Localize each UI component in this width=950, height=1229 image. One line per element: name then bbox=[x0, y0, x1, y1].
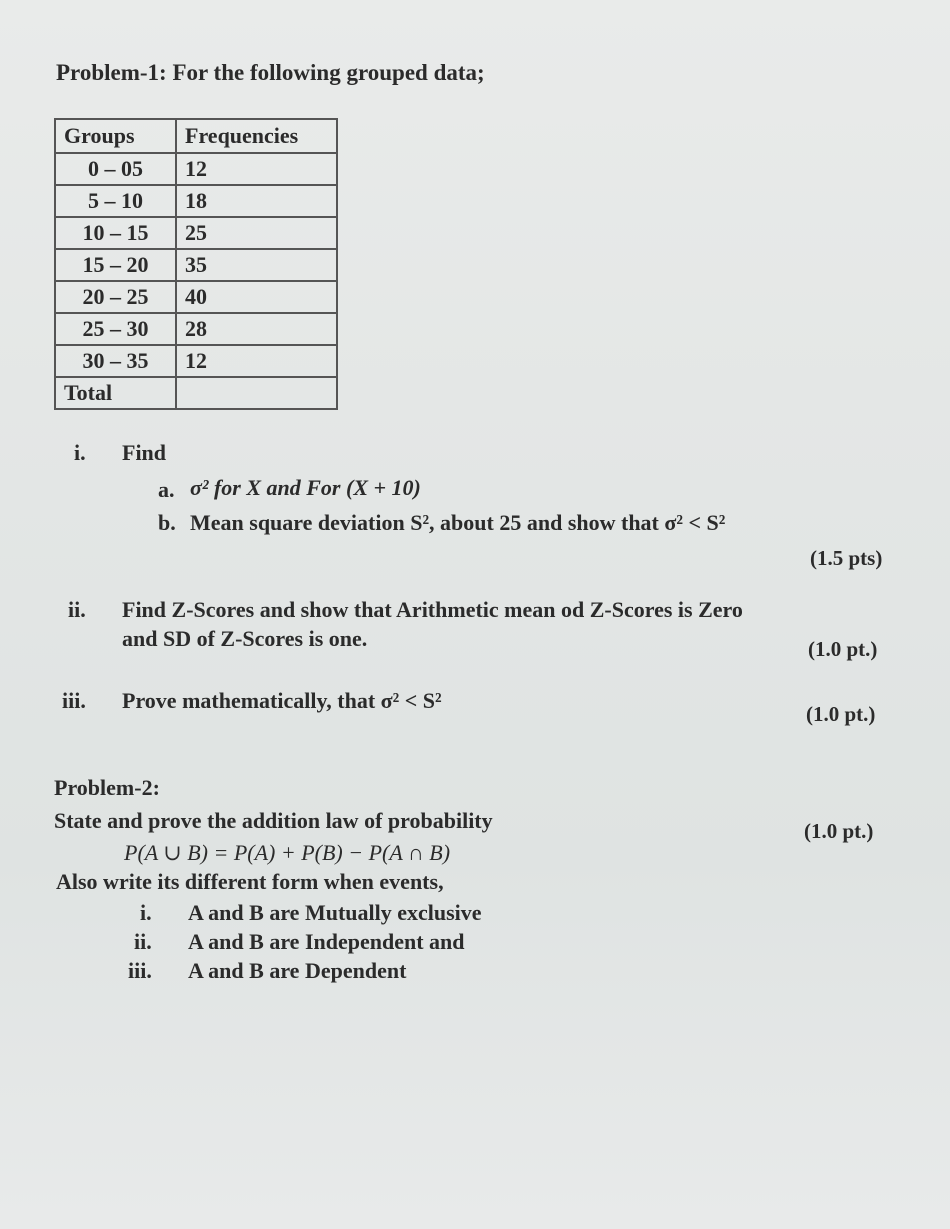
q1b-marker: b. bbox=[158, 510, 176, 535]
table-row bbox=[55, 185, 337, 217]
table-row bbox=[55, 313, 337, 345]
q2-marker: ii. bbox=[68, 597, 86, 622]
problem1-title: Problem-1: For the following grouped data; bbox=[56, 60, 485, 85]
q1a-text: σ² for X and For (X + 10) bbox=[190, 475, 421, 500]
frequency-cell: 25 bbox=[176, 217, 337, 249]
list-item-marker: i. bbox=[140, 900, 152, 925]
table-header-row bbox=[55, 119, 337, 153]
list-item: A and B are Independent and bbox=[188, 929, 465, 954]
q1-text: Find bbox=[122, 440, 167, 465]
table-row bbox=[55, 281, 337, 313]
frequency-cell: 35 bbox=[176, 249, 337, 281]
q2-points: (1.0 pt.) bbox=[808, 637, 878, 661]
table-row bbox=[55, 153, 337, 185]
frequency-cell: 18 bbox=[176, 185, 337, 217]
q3-points: (1.0 pt.) bbox=[806, 702, 876, 726]
list-item-marker: iii. bbox=[128, 958, 152, 983]
groups-header: Groups bbox=[55, 119, 176, 153]
problem2-title: Problem-2: bbox=[54, 775, 160, 800]
problem2-points: (1.0 pt.) bbox=[804, 819, 874, 843]
q3-text: Prove mathematically, that σ² < S² bbox=[122, 688, 442, 713]
q1-marker: i. bbox=[74, 440, 86, 465]
q1-points: (1.5 pts) bbox=[810, 546, 883, 570]
total-value bbox=[176, 377, 337, 409]
frequency-cell: 12 bbox=[176, 153, 337, 185]
group-cell: 25 – 30 bbox=[55, 313, 176, 345]
table-total-row bbox=[55, 377, 337, 409]
table-row bbox=[55, 217, 337, 249]
frequencies-header: Frequencies bbox=[176, 119, 337, 153]
q3-marker: iii. bbox=[62, 688, 86, 713]
grouped-data-table bbox=[54, 118, 338, 410]
list-item: A and B are Dependent bbox=[188, 958, 407, 983]
group-cell: 30 – 35 bbox=[55, 345, 176, 377]
q2-line1: Find Z-Scores and show that Arithmetic mean od Z-Scores is Zero bbox=[122, 597, 743, 622]
problem2-line1: State and prove the addition law of probability bbox=[54, 808, 493, 833]
q2-line2: and SD of Z-Scores is one. bbox=[122, 626, 368, 651]
q1a-marker: a. bbox=[158, 477, 175, 502]
group-cell: 0 – 05 bbox=[55, 153, 176, 185]
total-label: Total bbox=[55, 377, 176, 409]
list-item: A and B are Mutually exclusive bbox=[188, 900, 482, 925]
q1b-text: Mean square deviation S², about 25 and show that σ² < S² bbox=[190, 510, 726, 535]
addition-law-formula: P(A ∪ B) = P(A) + P(B) − P(A ∩ B) bbox=[124, 840, 451, 865]
group-cell: 20 – 25 bbox=[55, 281, 176, 313]
table-row bbox=[55, 345, 337, 377]
frequency-cell: 12 bbox=[176, 345, 337, 377]
group-cell: 10 – 15 bbox=[55, 217, 176, 249]
list-item-marker: ii. bbox=[134, 929, 152, 954]
group-cell: 15 – 20 bbox=[55, 249, 176, 281]
problem2-line2: Also write its different form when events, bbox=[56, 869, 444, 894]
frequency-cell: 40 bbox=[176, 281, 337, 313]
group-cell: 5 – 10 bbox=[55, 185, 176, 217]
table-row bbox=[55, 249, 337, 281]
frequency-cell: 28 bbox=[176, 313, 337, 345]
